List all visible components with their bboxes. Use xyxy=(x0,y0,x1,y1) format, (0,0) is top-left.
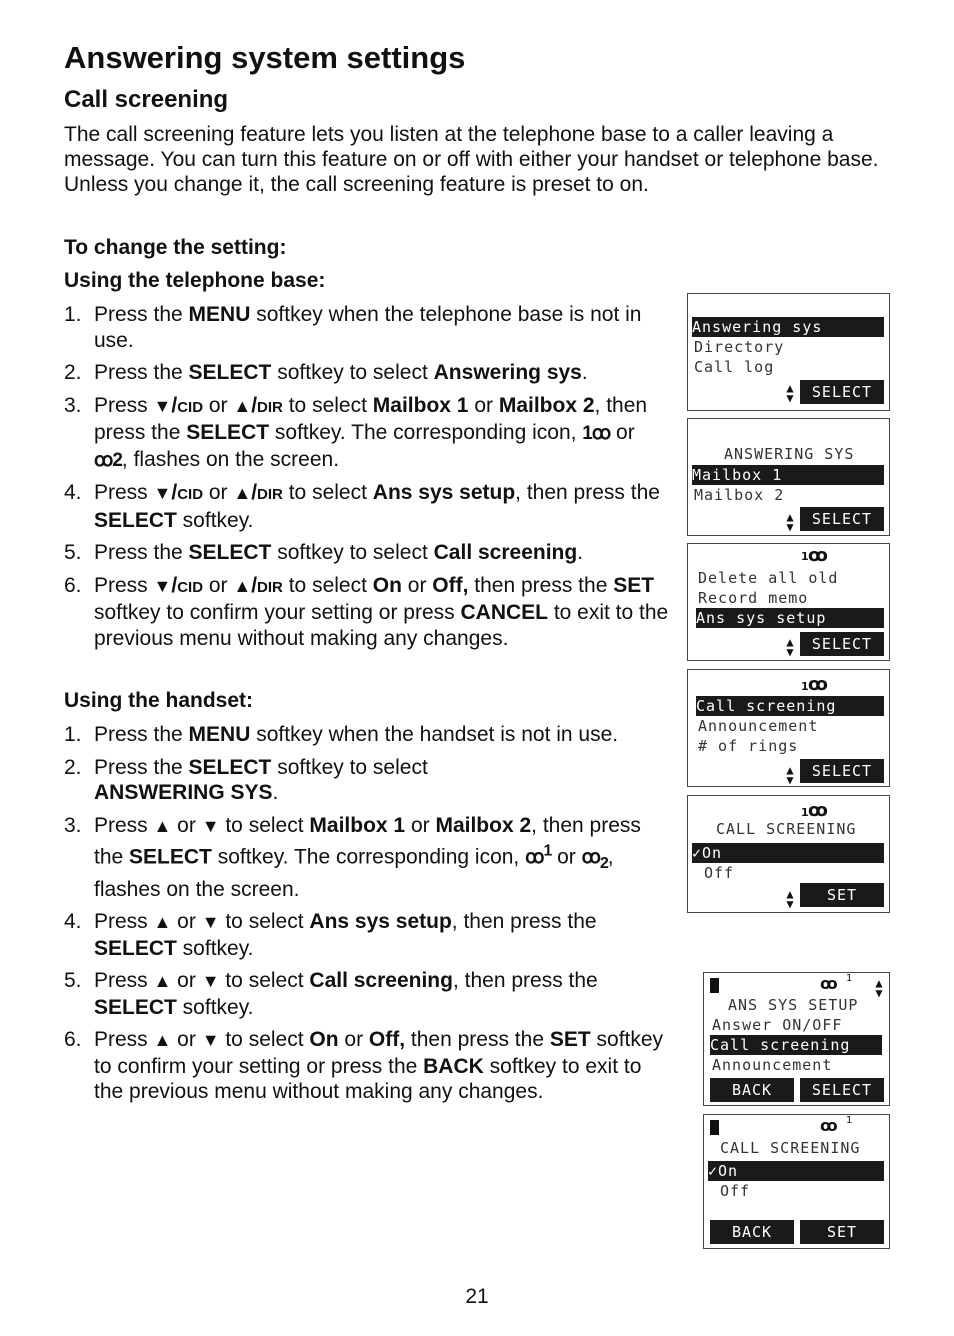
menu-item: Answer ON/OFF xyxy=(712,1016,843,1034)
menu-item: Answering sys xyxy=(692,317,884,337)
page-title: Answering system settings xyxy=(64,40,466,75)
list-item: 4. Press ▼/CID or ▲/DIR to select Ans sys setup, then press the SELECT softkey. xyxy=(64,481,660,532)
voicemail-icon: ꝏ xyxy=(808,674,828,695)
menu-item: Mailbox 1 xyxy=(692,465,884,485)
intro-paragraph: The call screening feature lets you listen at the telephone base to a caller leaving a message. You can turn this feature on or off with either your handset or telephone base. Unless you change it, the call screening feature is preset to on. xyxy=(64,123,879,196)
handset-screen-ans-sys-setup xyxy=(703,972,890,1106)
voicemail-icon: ꝏ xyxy=(808,800,828,821)
base-steps xyxy=(64,302,670,658)
mailbox-number: 1 xyxy=(801,680,809,693)
menu-item: Call screening xyxy=(710,1035,882,1055)
up-down-arrows-icon: ▲ ▼ xyxy=(786,887,794,911)
handset-screen-call-screening xyxy=(703,1114,890,1249)
handset-steps xyxy=(64,722,670,1112)
select-softkey: SELECT xyxy=(800,1078,884,1102)
section-title: Call screening xyxy=(64,86,229,113)
base-screen-ans-sys-setup xyxy=(687,669,890,787)
base-screen-main-menu xyxy=(687,293,890,411)
menu-item: Delete all old xyxy=(698,569,839,587)
select-softkey: SELECT xyxy=(800,632,884,656)
screen-title: CALL SCREENING xyxy=(716,820,857,838)
menu-item: Announcement xyxy=(698,717,819,735)
menu-item: Ans sys setup xyxy=(696,608,884,628)
menu-item: Call log xyxy=(694,358,775,376)
base-heading: Using the telephone base: xyxy=(64,269,326,292)
set-softkey: SET xyxy=(800,1220,884,1244)
mailbox-number: 1 xyxy=(801,806,809,819)
back-softkey: BACK xyxy=(710,1220,794,1244)
menu-item: Announcement xyxy=(712,1056,833,1074)
list-item: 3. Press ▲ or ▼ to select Mailbox 1 or Mailbox 2, then press the SELECT softkey. The corresponding icon, ꝏ$^1$ or ꝏ$_2$, flashes on the screen. xyxy=(64,813,641,901)
page-number: 21 xyxy=(465,1285,489,1308)
up-down-arrows-icon: ▲ ▼ xyxy=(786,763,794,787)
option-off: Off xyxy=(720,1182,751,1200)
option-off: Off xyxy=(704,864,735,882)
list-item: 3. Press ▼/CID or ▲/DIR to select Mailbox 1 or Mailbox 2, then press the SELECT softkey. The corresponding icon, 1ꝏ or ꝏ2, flashes on the screen. xyxy=(64,393,648,471)
select-softkey: SELECT xyxy=(800,380,884,404)
voicemail-icon: ꝏ xyxy=(820,974,838,993)
list-item: 1. Press the MENU softkey when the handset is not in use. xyxy=(64,723,619,746)
back-softkey: BACK xyxy=(710,1078,794,1102)
battery-icon xyxy=(710,1120,719,1135)
base-screen-call-screening xyxy=(687,795,890,913)
list-item: 6. Press ▲ or ▼ to select On or Off, then press the SET softkey to confirm your setting or press the BACK softkey to exit to the previous menu without making any changes. xyxy=(64,1028,664,1104)
handset-heading: Using the handset: xyxy=(64,689,254,712)
menu-item: Call screening xyxy=(696,696,884,716)
menu-item: Record memo xyxy=(698,589,809,607)
set-softkey: SET xyxy=(800,883,884,907)
menu-item: Directory xyxy=(694,338,785,356)
screen-title: ANSWERING SYS xyxy=(724,445,855,463)
mailbox-number: 1 xyxy=(801,550,809,563)
mailbox-number: 1 xyxy=(846,973,853,984)
menu-item: # of rings xyxy=(698,737,799,755)
up-down-arrows-icon: ▲ ▼ xyxy=(875,976,883,1000)
list-item: 6. Press ▼/CID or ▲/DIR to select On or Off, then press the SET softkey to confirm your setting or press CANCEL to exit to the previous menu without making any changes. xyxy=(64,573,669,650)
up-down-arrows-icon: ▲ ▼ xyxy=(786,381,794,405)
list-item: 5. Press the SELECT softkey to select Call screening. xyxy=(64,541,584,564)
select-softkey: SELECT xyxy=(800,759,884,783)
option-on: ✓On xyxy=(708,1161,884,1181)
screen-title: CALL SCREENING xyxy=(720,1139,861,1157)
base-screen-answering-sys xyxy=(687,418,890,536)
voicemail-icon: ꝏ xyxy=(820,1116,838,1135)
base-screen-mailbox xyxy=(687,543,890,661)
list-item: 4. Press ▲ or ▼ to select Ans sys setup, then press the SELECT softkey. xyxy=(64,910,597,960)
menu-item: Mailbox 2 xyxy=(694,486,785,504)
list-item: 5. Press ▲ or ▼ to select Call screening, then press the SELECT softkey. xyxy=(64,969,598,1019)
voicemail-icon: ꝏ xyxy=(808,545,828,566)
up-down-arrows-icon: ▲ ▼ xyxy=(786,510,794,534)
list-item: 2. Press the SELECT softkey to select Answering sys. xyxy=(64,361,588,384)
mailbox-number: 1 xyxy=(846,1115,853,1126)
select-softkey: SELECT xyxy=(800,507,884,531)
screen-title: ANS SYS SETUP xyxy=(728,996,859,1014)
list-item: 1. Press the MENU softkey when the telephone base is not in use. xyxy=(64,303,642,352)
option-on: ✓On xyxy=(692,843,884,863)
change-heading: To change the setting: xyxy=(64,236,287,259)
list-item: 2. Press the SELECT softkey to select ANSWERING SYS. xyxy=(64,755,428,804)
battery-icon xyxy=(710,978,719,993)
up-down-arrows-icon: ▲ ▼ xyxy=(786,635,794,659)
